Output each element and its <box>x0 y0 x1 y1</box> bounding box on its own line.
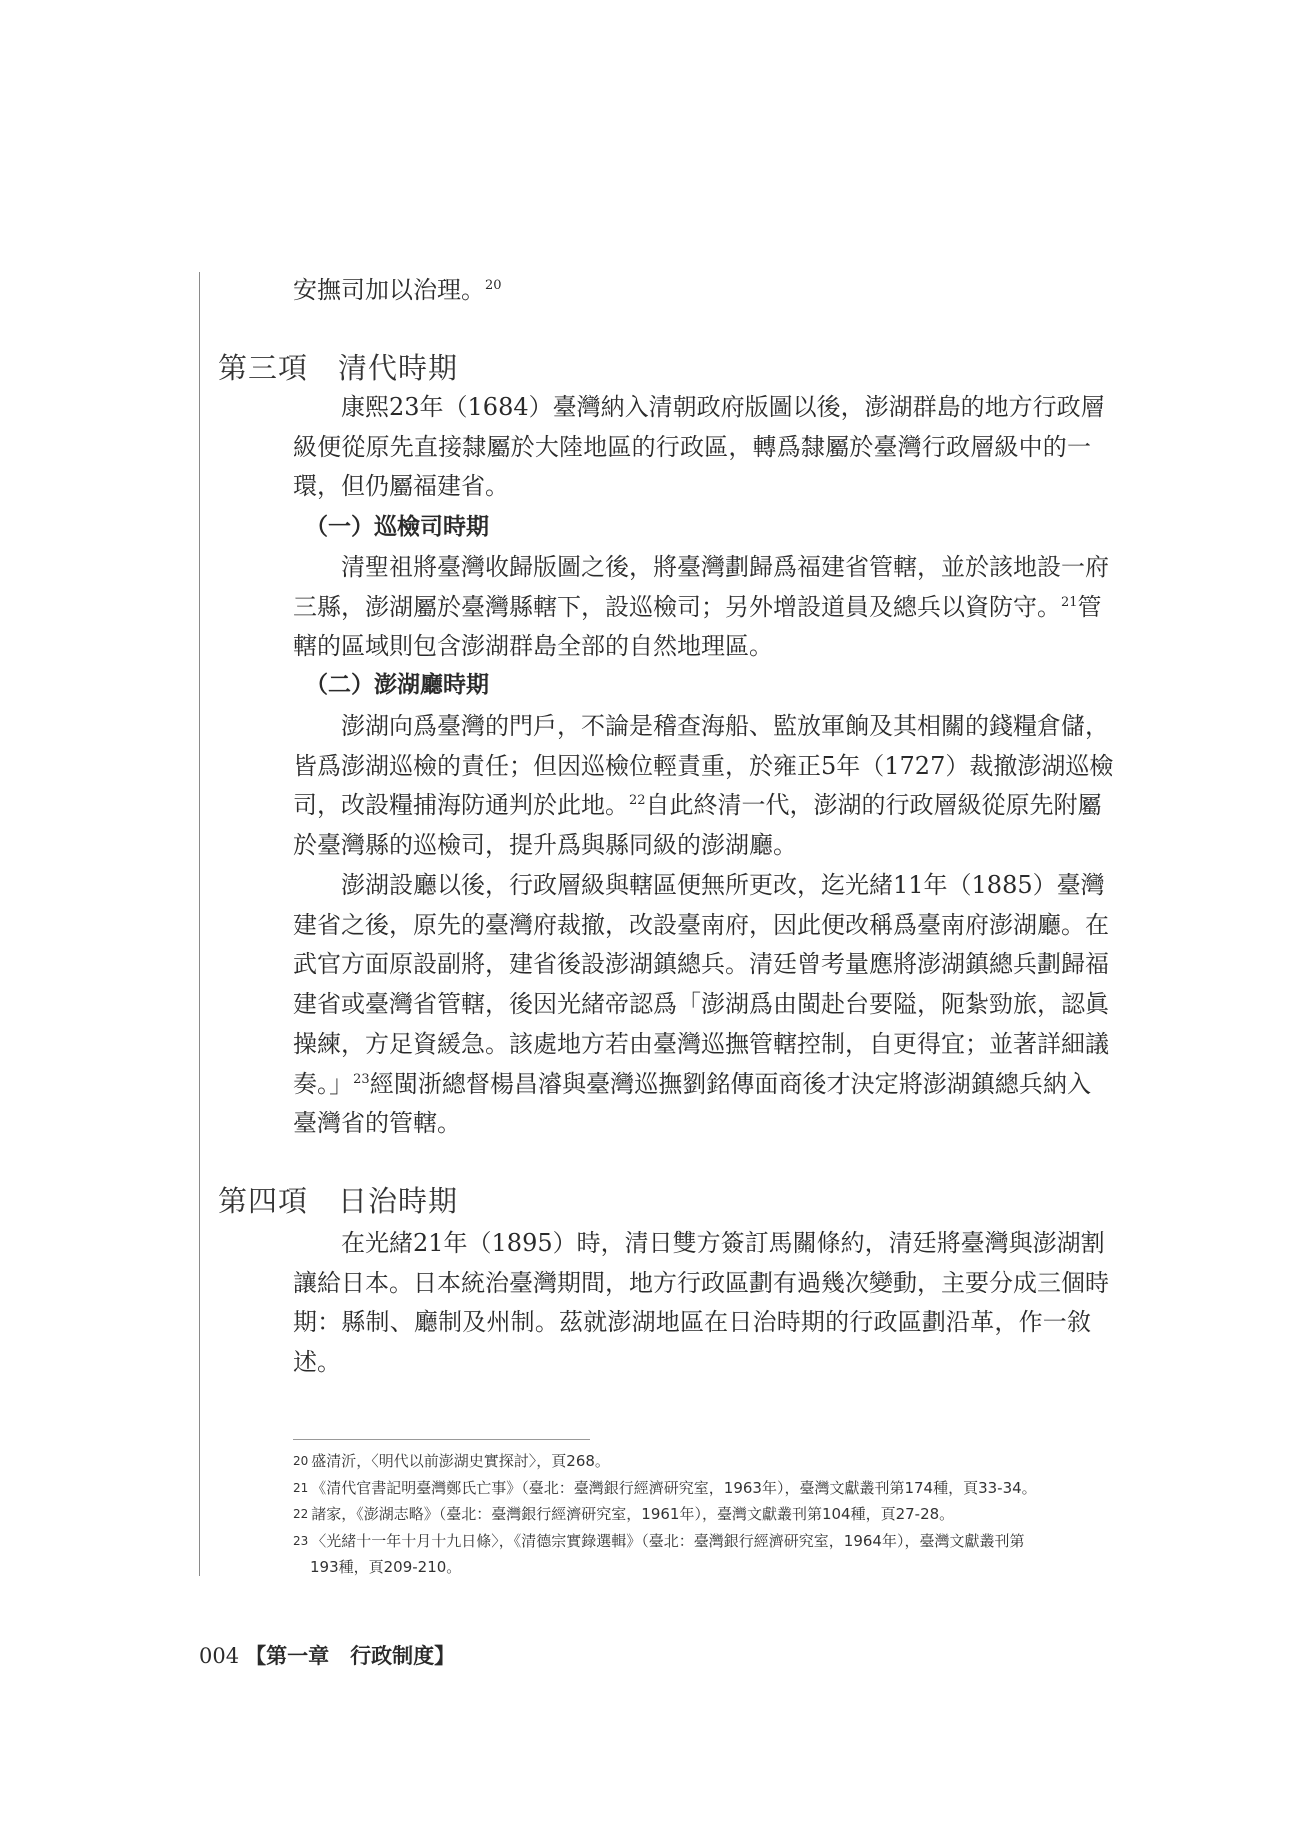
text-line <box>293 1029 1109 1059</box>
text-run: 澎湖向爲臺灣的門戶，不論是稽查海船、監放軍餉及其相關的錢糧倉儲， <box>341 712 1109 740</box>
footnote-number: 20 <box>293 1454 309 1468</box>
text-line <box>293 592 1102 622</box>
text-line <box>293 1108 1091 1138</box>
section-heading-qing <box>218 350 458 386</box>
text-run: 司，改設糧捕海防通判於此地。 <box>293 791 629 820</box>
text-run: 皆爲澎湖巡檢的責任；但因巡檢位輕責重，於雍正5年（1727）裁撤澎湖巡檢 <box>293 751 1114 780</box>
footnote-number: 22 <box>293 1507 309 1521</box>
text-run: 操練，方足資緩急。該處地方若由臺灣巡撫管轄控制，自更得宜；並著詳細議 <box>293 1029 1109 1058</box>
text-run: 自此終清一代，澎湖的行政層級從原先附屬 <box>645 791 1102 820</box>
heading-title: 日治時期 <box>338 1184 459 1218</box>
text-run: 建省或臺灣省管轄，後因光緒帝認爲「澎湖爲由閩赴台要隘，阨紮勁旅，認眞 <box>293 990 1109 1019</box>
text-line <box>293 751 1114 781</box>
text-run: 建省之後，原先的臺灣府裁撤，改設臺南府，因此便改稱爲臺南府澎湖廳。在 <box>293 910 1109 939</box>
text-run: 經閩浙總督楊昌濬與臺灣巡撫劉銘傳面商後才決定將澎湖鎮總兵納入 <box>369 1069 1092 1098</box>
section-heading-japanese <box>218 1183 458 1219</box>
text-run: 安撫司加以治理。 <box>293 276 485 304</box>
text-line <box>293 1307 1091 1337</box>
text-run: 期：縣制、廳制及州制。茲就澎湖地區在日治時期的行政區劃沿革，作一敘 <box>293 1308 1091 1337</box>
footnote-number: 23 <box>293 1533 309 1548</box>
text-line <box>293 949 1109 979</box>
footnote-ref: 22 <box>629 793 646 809</box>
footnote-text: 《清代官書記明臺灣鄭氏亡事》（臺北：臺灣銀行經濟研究室，1963年），臺灣文獻叢刊第174種，頁33-34。 <box>311 1478 1037 1497</box>
heading-title: 清代時期 <box>338 351 459 385</box>
footnote-number: 21 <box>293 1480 309 1495</box>
text-run: 清聖祖將臺灣收歸版圖之後，將臺灣劃歸爲福建省管轄，並於該地設一府 <box>341 553 1109 581</box>
text-run: 在光緒21年（1895）時，清日雙方簽訂馬關條約，清廷將臺灣與澎湖割 <box>341 1229 1105 1257</box>
subheading-xunjiansi: （一）巡檢司時期 <box>305 513 489 540</box>
text-run: 於臺灣縣的巡檢司，提升爲與縣同級的澎湖廳。 <box>293 831 797 860</box>
text-line <box>341 392 1105 422</box>
intro-line <box>293 275 1091 305</box>
footnote-text: 諸家，《澎湖志略》（臺北：臺灣銀行經濟研究室，1961年），臺灣文獻叢刊第104種，頁27-28。 <box>311 1505 955 1523</box>
text-run: 轄的區域則包含澎湖群島全部的自然地理區。 <box>293 632 773 661</box>
text-line <box>293 631 1091 661</box>
text-run: 讓給日本。日本統治臺灣期間，地方行政區劃有過幾次變動，主要分成三個時 <box>293 1268 1109 1297</box>
text-line <box>293 910 1109 940</box>
text-line <box>293 1069 1091 1099</box>
footnote-ref: 20 <box>485 278 502 293</box>
text-line <box>293 830 1091 860</box>
footnote <box>293 1451 1093 1471</box>
text-line <box>293 471 1091 501</box>
footnote-text: 〈光緒十一年十月十九日條〉，《清德宗實錄選輯》（臺北：臺灣銀行經濟研究室，1964年），臺灣文獻叢刊第 <box>311 1531 1025 1550</box>
text-line <box>293 989 1109 1019</box>
text-line <box>293 790 1102 820</box>
margin-rule <box>199 272 200 1576</box>
page-footer <box>199 1643 455 1669</box>
footnote-separator <box>293 1439 590 1440</box>
text-line <box>341 870 1105 900</box>
text-run: 三縣，澎湖屬於臺灣縣轄下，設巡檢司；另外增設道員及總兵以資防守。 <box>293 592 1061 621</box>
text-line <box>341 711 1109 741</box>
text-run: 澎湖設廳以後，行政層級與轄區便無所更改，迄光緒11年（1885）臺灣 <box>341 871 1105 899</box>
text-line <box>341 552 1109 582</box>
footnote <box>293 1504 1093 1524</box>
chapter-title: 【第一章 行政制度】 <box>245 1643 456 1668</box>
footnote-text: 盛清沂，〈明代以前澎湖史實探討〉，頁268。 <box>311 1452 610 1470</box>
subheading-penghu-ting: （二）澎湖廳時期 <box>305 671 489 698</box>
footnote-continuation: 193種，頁209-210。 <box>310 1558 462 1576</box>
text-run: 管 <box>1077 592 1102 621</box>
text-run: 康熙23年（1684）臺灣納入清朝政府版圖以後，澎湖群島的地方行政層 <box>341 393 1105 421</box>
text-run: 級便從原先直接隸屬於大陸地區的行政區，轉爲隸屬於臺灣行政層級中的一 <box>293 432 1091 461</box>
text-line <box>293 1347 1091 1377</box>
heading-number: 第三項 <box>218 351 309 385</box>
text-run: 述。 <box>293 1348 341 1377</box>
footnote-ref: 21 <box>1061 594 1078 610</box>
text-run: 環，但仍屬福建省。 <box>293 472 509 501</box>
footnote-ref: 23 <box>353 1071 370 1087</box>
heading-number: 第四項 <box>218 1184 309 1218</box>
text-run: 奏。」 <box>293 1069 354 1098</box>
text-line <box>341 1228 1105 1258</box>
footnote <box>293 1531 1093 1551</box>
footnote <box>293 1478 1093 1498</box>
text-line <box>293 1268 1109 1298</box>
page-number: 004 <box>199 1644 240 1668</box>
text-run: 臺灣省的管轄。 <box>293 1109 461 1138</box>
text-run: 武官方面原設副將，建省後設澎湖鎮總兵。清廷曾考量應將澎湖鎮總兵劃歸福 <box>293 950 1109 979</box>
text-line <box>293 432 1091 462</box>
